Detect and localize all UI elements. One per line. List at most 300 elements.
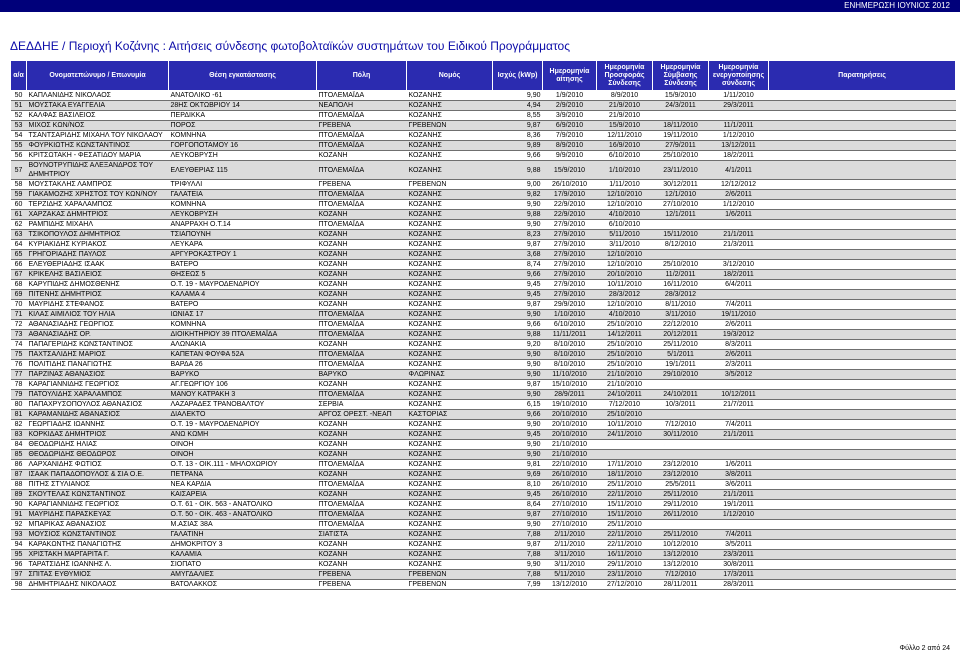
table-cell: 73 xyxy=(11,330,27,340)
table-cell: 1/10/2010 xyxy=(597,161,653,180)
table-cell xyxy=(769,320,956,330)
table-cell xyxy=(769,410,956,420)
table-cell xyxy=(769,380,956,390)
table-cell: ΚΟΜΝΗΝΑ xyxy=(169,320,317,330)
table-cell: ΠΤΟΛΕΜΑΪΔΑ xyxy=(317,200,407,210)
table-cell: 9,90 xyxy=(493,220,543,230)
table-cell: 1/12/2010 xyxy=(709,131,769,141)
table-cell: 6/9/2010 xyxy=(543,121,597,131)
table-row xyxy=(11,91,956,101)
table-cell xyxy=(769,210,956,220)
table-cell: 9,90 xyxy=(493,350,543,360)
table-cell: 22/11/2010 xyxy=(597,530,653,540)
table-cell: 11/10/2010 xyxy=(543,370,597,380)
table-cell: 27/9/2011 xyxy=(653,141,709,151)
table-cell: ΠΕΤΡΑΝΑ xyxy=(169,470,317,480)
table-cell: 25/10/2010 xyxy=(597,360,653,370)
table-cell: ΔΙΟΙΚΗΤΗΡΙΟΥ 39 ΠΤΟΛΕΜΑΪΔΑ xyxy=(169,330,317,340)
table-cell: 9,87 xyxy=(493,300,543,310)
table-cell xyxy=(769,200,956,210)
table-cell: ΦΟΥΡΚΙΩΤΗΣ ΚΩΝΣΤΑΝΤΙΝΟΣ xyxy=(27,141,169,151)
table-cell: 21/10/2010 xyxy=(597,380,653,390)
table-cell: 68 xyxy=(11,280,27,290)
table-cell: ΣΚΟΥΤΕΛΑΣ ΚΩΝΣΤΑΝΤΙΝΟΣ xyxy=(27,490,169,500)
table-cell xyxy=(597,440,653,450)
table-cell: 12/10/2010 xyxy=(597,250,653,260)
table-cell: 12/10/2010 xyxy=(597,200,653,210)
table-cell: ΚΑΡΑΚΩΝΤΗΣ ΠΑΝΑΓΙΩΤΗΣ xyxy=(27,540,169,550)
table-cell: 8,36 xyxy=(493,131,543,141)
table-cell: ΚΟΖΑΝΗΣ xyxy=(407,200,493,210)
table-cell: 21/10/2010 xyxy=(597,370,653,380)
table-cell: ΚΟΖΑΝΗΣ xyxy=(407,330,493,340)
table-cell: ΓΡΕΒΕΝΩΝ xyxy=(407,121,493,131)
table-cell: ΚΟΖΑΝΗΣ xyxy=(407,240,493,250)
table-cell: 7,99 xyxy=(493,580,543,590)
table-cell xyxy=(709,450,769,460)
table-cell: ΔΗΜΗΤΡΙΑΔΗΣ ΝΙΚΟΛΑΟΣ xyxy=(27,580,169,590)
table-cell: 82 xyxy=(11,420,27,430)
table-cell: ΤΑΡΑΤΣΙΔΗΣ ΙΩΑΝΝΗΣ Λ. xyxy=(27,560,169,570)
table-cell: 18/2/2011 xyxy=(709,270,769,280)
table-cell: 7/12/2010 xyxy=(653,420,709,430)
table-cell: 9,66 xyxy=(493,410,543,420)
table-cell: ΚΟΖΑΝΗ xyxy=(317,560,407,570)
table-cell: 23/11/2010 xyxy=(597,570,653,580)
table-cell: 28/3/2011 xyxy=(709,580,769,590)
table-cell: 6/10/2010 xyxy=(543,320,597,330)
table-cell: 26/10/2010 xyxy=(543,490,597,500)
table-cell xyxy=(769,220,956,230)
table-cell: 8/10/2010 xyxy=(543,360,597,370)
table-cell: 27/9/2010 xyxy=(543,270,597,280)
table-cell: ΚΟΖΑΝΗΣ xyxy=(407,400,493,410)
table-cell: ΕΛΕΥΘΕΡΙΑΔΗΣ ΙΣΑΑΚ xyxy=(27,260,169,270)
table-cell: ΠΤΟΛΕΜΑΪΔΑ xyxy=(317,520,407,530)
table-cell: ΘΗΣΕΩΣ 5 xyxy=(169,270,317,280)
table-cell: ΒΑΤΟΛΑΚΚΟΣ xyxy=(169,580,317,590)
table-cell: ΚΟΖΑΝΗΣ xyxy=(407,230,493,240)
table-cell: 22/12/2010 xyxy=(653,320,709,330)
table-cell: 85 xyxy=(11,450,27,460)
table-cell: ΚΑΣΤΟΡΙΑΣ xyxy=(407,410,493,420)
table-cell: 10/11/2010 xyxy=(597,280,653,290)
table-cell: 84 xyxy=(11,440,27,450)
table-cell: ΚΟΖΑΝΗΣ xyxy=(407,360,493,370)
table-cell: 3/5/2012 xyxy=(709,370,769,380)
table-cell: ΜΑΝΟΥ ΚΑΤΡΑΚΗ 3 xyxy=(169,390,317,400)
table-cell: 9,90 xyxy=(493,520,543,530)
table-cell: 3/8/2011 xyxy=(709,470,769,480)
table-row xyxy=(11,450,956,460)
table-row xyxy=(11,560,956,570)
table-cell xyxy=(769,101,956,111)
table-cell: 18/11/2010 xyxy=(597,470,653,480)
table-cell xyxy=(653,111,709,121)
table-cell: 13/12/2010 xyxy=(543,580,597,590)
table-cell: 2/9/2010 xyxy=(543,101,597,111)
page-title: ΔΕΔΔΗΕ / Περιοχή Κοζάνης : Αιτήσεις σύνδεσης φωτοβολταϊκών συστημάτων του Ειδικού Προγράμματος xyxy=(10,39,570,53)
table-cell: ΠΤΟΛΕΜΑΪΔΑ xyxy=(317,91,407,101)
table-cell xyxy=(769,240,956,250)
table-cell: ΒΑΡΥΚΟ xyxy=(317,370,407,380)
table-cell: ΓΡΕΒΕΝΩΝ xyxy=(407,580,493,590)
table-cell: 5/11/2010 xyxy=(543,570,597,580)
table-row xyxy=(11,101,956,111)
table-cell: 29/10/2010 xyxy=(653,370,709,380)
table-cell: 24/11/2010 xyxy=(597,430,653,440)
table-row xyxy=(11,310,956,320)
table-cell: 78 xyxy=(11,380,27,390)
table-cell: 72 xyxy=(11,320,27,330)
table-cell: 25/11/2010 xyxy=(653,340,709,350)
table-cell: 3/11/2010 xyxy=(543,550,597,560)
table-row xyxy=(11,141,956,151)
table-cell xyxy=(769,450,956,460)
table-cell: 23/12/2010 xyxy=(653,460,709,470)
table-cell xyxy=(769,570,956,580)
table-row xyxy=(11,161,956,180)
table-cell xyxy=(709,220,769,230)
table-cell: 9,45 xyxy=(493,280,543,290)
table-cell: 79 xyxy=(11,390,27,400)
table-cell: ΑΝΩ ΚΩΜΗ xyxy=(169,430,317,440)
table-cell: 29/9/2010 xyxy=(543,300,597,310)
applications-table xyxy=(10,60,956,590)
table-cell: ΚΟΖΑΝΗ xyxy=(317,490,407,500)
table-cell: 2/6/2011 xyxy=(709,190,769,200)
table-cell: 15/11/2010 xyxy=(597,500,653,510)
table-cell: 26/10/2010 xyxy=(543,480,597,490)
table-cell: ΚΟΖΑΝΗ xyxy=(317,300,407,310)
table-row xyxy=(11,290,956,300)
table-cell: 9,90 xyxy=(493,420,543,430)
table-cell xyxy=(769,141,956,151)
table-cell: ΕΛΕΥΘΕΡΙΑΣ 115 xyxy=(169,161,317,180)
table-cell: 6/4/2011 xyxy=(709,280,769,290)
table-cell: ΚΑΡΑΓΙΑΝΝΙΔΗΣ ΓΕΩΡΓΙΟΣ xyxy=(27,380,169,390)
table-cell: 10/3/2011 xyxy=(653,400,709,410)
table-cell: 2/3/2011 xyxy=(709,360,769,370)
table-cell: ΓΕΩΡΓΙΑΔΗΣ ΙΩΑΝΝΗΣ xyxy=(27,420,169,430)
table-cell: ΓΡΕΒΕΝΑ xyxy=(317,121,407,131)
update-date: ΕΝΗΜΕΡΩΣΗ ΙΟΥΝΙΟΣ 2012 xyxy=(844,1,950,10)
table-cell: 25/10/2010 xyxy=(597,340,653,350)
table-cell: ΠΑΠΑΓΕΡΙΔΗΣ ΚΩΝΣΤΑΝΤΙΝΟΣ xyxy=(27,340,169,350)
table-cell: 9,00 xyxy=(493,180,543,190)
table-cell: 12/1/2011 xyxy=(653,210,709,220)
table-cell: ΠΑΤΟΥΛΙΔΗΣ ΧΑΡΑΛΑΜΠΟΣ xyxy=(27,390,169,400)
table-cell: 9,88 xyxy=(493,330,543,340)
table-cell: 2/6/2011 xyxy=(709,350,769,360)
table-cell xyxy=(769,230,956,240)
table-cell: 8/10/2010 xyxy=(543,340,597,350)
table-cell: 27/9/2010 xyxy=(543,220,597,230)
table-cell: 9,87 xyxy=(493,510,543,520)
table-cell: 21/3/2011 xyxy=(709,240,769,250)
table-cell xyxy=(653,410,709,420)
table-cell: 15/9/2010 xyxy=(653,91,709,101)
table-cell: 60 xyxy=(11,200,27,210)
table-cell: 13/12/2010 xyxy=(653,550,709,560)
table-header-row xyxy=(11,61,956,91)
table-cell: ΚΟΖΑΝΗΣ xyxy=(407,151,493,161)
table-cell: 25/10/2010 xyxy=(653,260,709,270)
table-cell: 71 xyxy=(11,310,27,320)
table-cell: ΚΟΖΑΝΗ xyxy=(317,151,407,161)
table-cell: 4,94 xyxy=(493,101,543,111)
table-cell: ΤΣΑΝΤΣΑΡΙΔΗΣ ΜΙΧΑΗΛ ΤΟΥ ΝΙΚΟΛΑΟΥ xyxy=(27,131,169,141)
table-cell: 50 xyxy=(11,91,27,101)
table-cell: 9,88 xyxy=(493,210,543,220)
table-cell: 28/11/2011 xyxy=(653,580,709,590)
table-cell: 12/10/2010 xyxy=(597,190,653,200)
table-cell: 28/3/2012 xyxy=(597,290,653,300)
table-cell: ΜΑΥΡΙΔΗΣ ΣΤΕΦΑΝΟΣ xyxy=(27,300,169,310)
table-cell xyxy=(769,111,956,121)
table-cell: ΚΟΖΑΝΗΣ xyxy=(407,470,493,480)
table-cell: 3/6/2011 xyxy=(709,480,769,490)
table-cell: ΚΟΖΑΝΗ xyxy=(317,340,407,350)
table-cell: ΙΩΝΙΑΣ 17 xyxy=(169,310,317,320)
table-cell: ΠΤΟΛΕΜΑΪΔΑ xyxy=(317,131,407,141)
table-cell: ΜΟΥΣΤΑΚΛΗΣ ΛΑΜΠΡΟΣ xyxy=(27,180,169,190)
table-cell: 1/6/2011 xyxy=(709,460,769,470)
column-header: Πόλη xyxy=(317,61,407,91)
table-row xyxy=(11,480,956,490)
table-cell xyxy=(769,490,956,500)
table-cell: ΒΑΤΕΡΟ xyxy=(169,300,317,310)
table-cell: 63 xyxy=(11,230,27,240)
table-cell: 20/12/2011 xyxy=(653,330,709,340)
table-cell: 28ΗΣ ΟΚΤΩΒΡΙΟΥ 14 xyxy=(169,101,317,111)
table-cell: 5/11/2010 xyxy=(597,230,653,240)
table-cell: ΑΘΑΝΑΣΙΑΔΗΣ ΟΡ. xyxy=(27,330,169,340)
table-cell: 3/5/2011 xyxy=(709,540,769,550)
table-cell xyxy=(709,520,769,530)
table-cell: 19/11/2010 xyxy=(653,131,709,141)
table-cell: 19/1/2011 xyxy=(709,500,769,510)
table-row xyxy=(11,500,956,510)
table-cell: ΚΟΖΑΝΗΣ xyxy=(407,161,493,180)
table-row xyxy=(11,420,956,430)
table-cell: 8/12/2010 xyxy=(653,240,709,250)
table-cell: 6/10/2010 xyxy=(597,220,653,230)
table-cell xyxy=(769,420,956,430)
table-cell xyxy=(769,290,956,300)
table-cell: 18/2/2011 xyxy=(709,151,769,161)
table-cell: ΠΤΟΛΕΜΑΪΔΑ xyxy=(317,480,407,490)
table-cell: ΓΡΕΒΕΝΑ xyxy=(317,580,407,590)
table-cell: 9,69 xyxy=(493,470,543,480)
table-cell: 22/11/2010 xyxy=(597,490,653,500)
table-cell: ΑΡΓΥΡΟΚΑΣΤΡΟΥ 1 xyxy=(169,250,317,260)
table-cell: 23/3/2011 xyxy=(709,550,769,560)
table-cell xyxy=(769,500,956,510)
table-cell: ΚΟΖΑΝΗΣ xyxy=(407,540,493,550)
table-cell: 27/9/2010 xyxy=(543,240,597,250)
table-cell: 27/10/2010 xyxy=(543,520,597,530)
table-row xyxy=(11,430,956,440)
table-row xyxy=(11,250,956,260)
table-cell: ΛΕΥΚΟΒΡΥΣΗ xyxy=(169,151,317,161)
table-cell: ΑΛΩΝΑΚΙΑ xyxy=(169,340,317,350)
table-cell: 9,87 xyxy=(493,240,543,250)
table-cell: 25/11/2010 xyxy=(597,520,653,530)
table-cell xyxy=(597,450,653,460)
table-cell: 1/11/2010 xyxy=(597,180,653,190)
table-cell: ΚΑΛΑΜΙΑ xyxy=(169,550,317,560)
table-cell: 21/1/2011 xyxy=(709,430,769,440)
table-cell xyxy=(769,390,956,400)
table-cell: ΚΟΖΑΝΗΣ xyxy=(407,111,493,121)
table-row xyxy=(11,180,956,190)
table-cell xyxy=(769,580,956,590)
table-cell: Μ.ΑΣΙΑΣ 38Α xyxy=(169,520,317,530)
table-cell: ΔΙΑΛΕΚΤΟ xyxy=(169,410,317,420)
table-cell xyxy=(653,440,709,450)
table-cell: 8/11/2010 xyxy=(653,300,709,310)
table-cell: 20/10/2010 xyxy=(597,270,653,280)
table-row xyxy=(11,510,956,520)
table-cell xyxy=(769,540,956,550)
table-row xyxy=(11,300,956,310)
table-cell: 3,68 xyxy=(493,250,543,260)
table-cell: 9,66 xyxy=(493,270,543,280)
table-cell: 29/3/2011 xyxy=(709,101,769,111)
table-cell: 21/1/2011 xyxy=(709,230,769,240)
table-cell: 1/6/2011 xyxy=(709,210,769,220)
table-row xyxy=(11,320,956,330)
table-cell: Ο.Τ. 13 - ΟΙΚ.111 - ΜΗΛΟΧΩΡΙΟΥ xyxy=(169,460,317,470)
table-row xyxy=(11,350,956,360)
table-cell: 7,88 xyxy=(493,550,543,560)
table-cell: ΚΑΠΕΤΑΝ ΦΟΥΦΑ 52Α xyxy=(169,350,317,360)
table-cell: 61 xyxy=(11,210,27,220)
table-cell: ΚΟΖΑΝΗΣ xyxy=(407,520,493,530)
column-header: Παρατηρήσεις xyxy=(769,61,956,91)
table-cell: ΚΟΖΑΝΗΣ xyxy=(407,250,493,260)
table-cell: 70 xyxy=(11,300,27,310)
table-cell xyxy=(769,560,956,570)
table-cell xyxy=(709,410,769,420)
table-cell: 9,90 xyxy=(493,91,543,101)
table-cell: 1/12/2010 xyxy=(709,200,769,210)
table-cell: 11/2/2011 xyxy=(653,270,709,280)
table-cell: 81 xyxy=(11,410,27,420)
top-banner xyxy=(0,0,960,12)
table-cell: ΛΕΥΚΑΡΑ xyxy=(169,240,317,250)
table-cell: 64 xyxy=(11,240,27,250)
table-cell: 93 xyxy=(11,530,27,540)
table-cell: 9,45 xyxy=(493,430,543,440)
table-cell: 14/12/2011 xyxy=(597,330,653,340)
table-cell: 17/9/2010 xyxy=(543,190,597,200)
table-cell: ΜΟΥΣΤΑΚΑ ΕΥΑΓΓΕΛΙΑ xyxy=(27,101,169,111)
table-row xyxy=(11,280,956,290)
table-row xyxy=(11,270,956,280)
table-cell: ΣΙΑΤΙΣΤΑ xyxy=(317,530,407,540)
table-cell: ΣΕΡΒΙΑ xyxy=(317,400,407,410)
table-cell: 52 xyxy=(11,111,27,121)
table-cell xyxy=(709,290,769,300)
table-cell: 4/10/2010 xyxy=(597,310,653,320)
table-cell: ΚΟΖΑΝΗ xyxy=(317,450,407,460)
table-cell: ΚΟΖΑΝΗΣ xyxy=(407,430,493,440)
table-cell: ΒΑΡΔΑ 26 xyxy=(169,360,317,370)
table-cell: ΚΟΖΑΝΗ xyxy=(317,230,407,240)
table-cell: 25/11/2010 xyxy=(653,530,709,540)
table-cell: 8,23 xyxy=(493,230,543,240)
table-cell: ΓΡΕΒΕΝΩΝ xyxy=(407,570,493,580)
table-cell: 5/1/2011 xyxy=(653,350,709,360)
table-cell: ΝΕΑ ΚΑΡΔΙΑ xyxy=(169,480,317,490)
table-row xyxy=(11,230,956,240)
table-cell: 15/10/2010 xyxy=(543,380,597,390)
table-cell: ΠΤΟΛΕΜΑΪΔΑ xyxy=(317,360,407,370)
column-header: Ημερομηνία ενεργοποίησης σύνδεσης xyxy=(709,61,769,91)
table-cell: ΓΑΛΑΤΙΝΗ xyxy=(169,530,317,540)
table-cell: ΚΟΖΑΝΗΣ xyxy=(407,420,493,430)
table-cell: 19/10/2010 xyxy=(543,400,597,410)
table-cell: ΡΑΜΠΙΔΗΣ ΜΙΧΑΗΛ xyxy=(27,220,169,230)
table-cell: 8/10/2010 xyxy=(543,350,597,360)
table-row xyxy=(11,550,956,560)
table-cell xyxy=(769,91,956,101)
table-cell: 27/10/2010 xyxy=(653,200,709,210)
table-cell: 9,45 xyxy=(493,290,543,300)
table-cell: 19/11/2010 xyxy=(709,310,769,320)
table-cell: 30/11/2010 xyxy=(653,430,709,440)
table-cell: 8,74 xyxy=(493,260,543,270)
table-cell: ΓΡΕΒΕΝΑ xyxy=(317,180,407,190)
table-cell: 28/3/2012 xyxy=(653,290,709,300)
table-cell: ΑΓ.ΓΕΩΡΓΙΟΥ 106 xyxy=(169,380,317,390)
table-cell: 9/9/2010 xyxy=(543,151,597,161)
table-cell: ΤΡΙΦΥΛΛΙ xyxy=(169,180,317,190)
table-cell: ΠΤΟΛΕΜΑΪΔΑ xyxy=(317,111,407,121)
table-cell: 9,90 xyxy=(493,310,543,320)
table-cell: 2/11/2010 xyxy=(543,540,597,550)
table-cell: 9,82 xyxy=(493,190,543,200)
table-cell: 98 xyxy=(11,580,27,590)
table-cell: ΚΟΖΑΝΗΣ xyxy=(407,530,493,540)
table-cell: 75 xyxy=(11,350,27,360)
table-cell: 10/11/2010 xyxy=(597,420,653,430)
table-cell: 19/1/2011 xyxy=(653,360,709,370)
table-cell: ΚΟΖΑΝΗ xyxy=(317,290,407,300)
table-cell: 26/10/2010 xyxy=(543,470,597,480)
table-cell: 25/10/2010 xyxy=(653,151,709,161)
table-cell xyxy=(769,330,956,340)
column-header: Θέση εγκατάστασης xyxy=(169,61,317,91)
table-cell: ΚΟΖΑΝΗΣ xyxy=(407,450,493,460)
table-row xyxy=(11,390,956,400)
table-row xyxy=(11,260,956,270)
table-cell xyxy=(769,520,956,530)
table-cell: ΚΟΖΑΝΗΣ xyxy=(407,500,493,510)
table-cell: 8/3/2011 xyxy=(709,340,769,350)
table-row xyxy=(11,540,956,550)
table-cell: ΒΑΤΕΡΟ xyxy=(169,260,317,270)
table-row xyxy=(11,370,956,380)
table-row xyxy=(11,200,956,210)
table-cell: ΟΙΝΟΗ xyxy=(169,450,317,460)
table-cell: 27/10/2010 xyxy=(543,500,597,510)
table-cell: 7/12/2010 xyxy=(653,570,709,580)
table-cell: ΜΠΑΡΙΚΑΣ ΑΘΑΝΑΣΙΟΣ xyxy=(27,520,169,530)
table-cell: 7/4/2011 xyxy=(709,530,769,540)
